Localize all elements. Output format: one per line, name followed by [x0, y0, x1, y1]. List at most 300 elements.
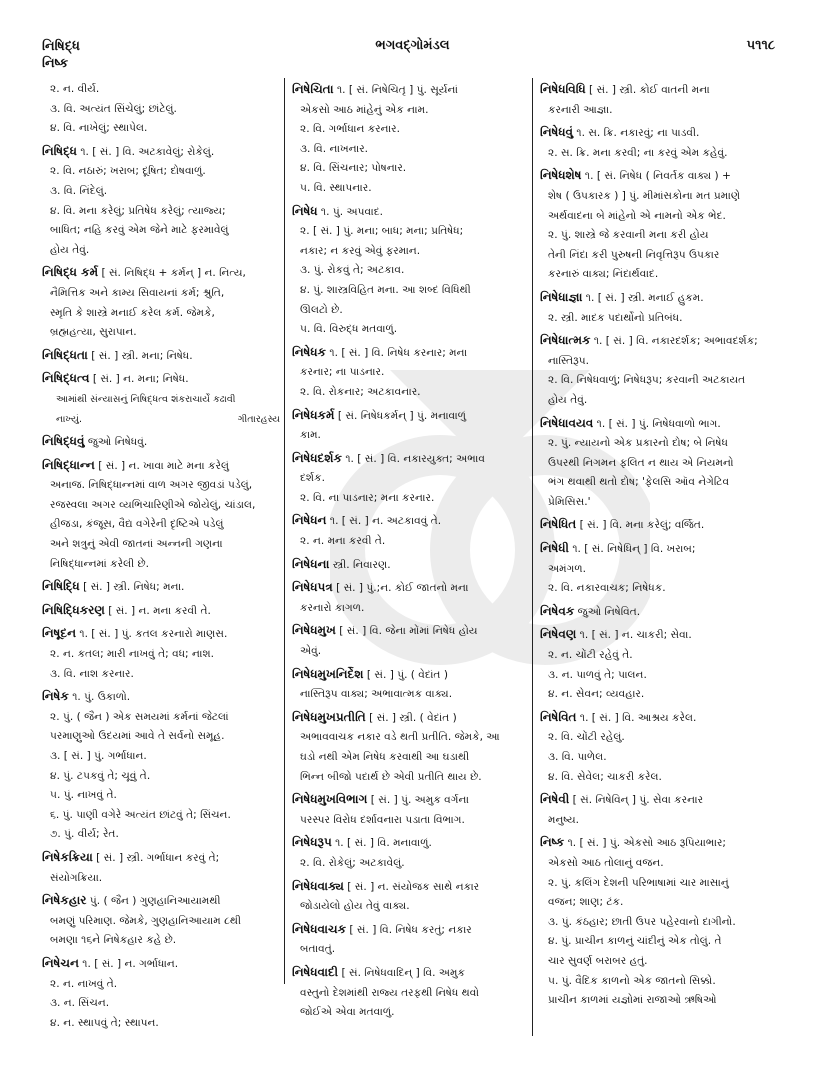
entry-headline: [292, 665, 528, 686]
definition-text: ૧. [ સં. ] વિ. નકારયુક્ત; અભાવ: [342, 452, 485, 465]
definition-text: પરસ્પર વિરોધ દર્શાવનારા પડાતા વિભાગ.: [300, 813, 465, 826]
definition-text: [ સં. ] સ્ત્રી. મના; નિષેધ.: [87, 349, 193, 362]
headword: નિષેધમુખ: [292, 623, 336, 638]
definition-text: [ સં. ] સ્ત્રી. કોઈ વાતની મના: [585, 84, 710, 96]
definition-text: ૬. પું. પાણી વગેરે અત્યંત છાંટવું તે; સિંચન.: [50, 808, 231, 821]
entry-headline: [292, 578, 528, 599]
citation-source: ગીતારહસ્ય: [237, 413, 280, 425]
dictionary-entry: [42, 263, 280, 342]
definition-text: ઉપરથી નિગમન ફલિત ન થાય એ નિયમનો: [548, 456, 734, 469]
dictionary-entry: [42, 848, 280, 888]
headword: નિષ્ક: [540, 835, 565, 850]
headword: નિષેધના: [292, 556, 330, 571]
dictionary-entry: [42, 346, 280, 367]
definition-line: [292, 320, 528, 340]
entry-headline: [540, 123, 780, 144]
definition-line: [292, 301, 528, 321]
definition-text: [ સં. ] પું.;ન. કોઈ જાતનો મના: [332, 582, 469, 595]
definition-line: [540, 913, 780, 933]
definition-text: નકાર; ન કરવું એવું ફરમાન.: [300, 244, 421, 257]
definition-line: [292, 599, 528, 619]
definition-text: ૨. વિ. નઠારું; ખરાબ; દૂષિત; દોષવાળું.: [50, 165, 206, 178]
definition-text: એવું.: [300, 645, 322, 658]
definition-text: ૨. પું. શાસ્ત્રે જે કરવાની મના કરી હોય: [548, 229, 709, 242]
definition-text: ઊલટો છે.: [300, 303, 343, 316]
definition-line: [540, 246, 780, 266]
definition-line: [292, 426, 528, 446]
definition-line: [292, 811, 528, 831]
definition-line: [292, 489, 528, 509]
entry-headline: [540, 166, 780, 187]
definition-text: ૪. વિ. સેવેલ; ચાકરી કરેલ.: [548, 770, 662, 783]
definition-line: [540, 811, 780, 831]
definition-text: ૧. [ સં. ] ન. અટકાવવું તે.: [326, 515, 442, 528]
headword: નિષેધવિધિ: [540, 82, 586, 96]
definition-line: [292, 854, 528, 874]
headword: નિષેધાત્મક: [540, 333, 591, 348]
definition-line: [42, 665, 280, 685]
definition-line: [540, 972, 780, 992]
definition-line: [540, 371, 780, 391]
entry-headline: [540, 833, 780, 854]
headword: નિષેધવાચક: [292, 921, 347, 936]
page-number: ૫૧૧૮: [746, 38, 775, 53]
definition-text: ભંગ થવાથી થતો દોષ; 'ફેલસિ ઑવ નેગેટિવ: [548, 476, 730, 489]
definition-text: ૨. વિ. ચોંટી રહેલું.: [548, 731, 625, 744]
definition-text: ૪. વિ. સિંચનાર; પોષનાર.: [300, 162, 407, 175]
definition-text: ૨. સ્ત્રી. માદક પદાર્થોનો પ્રતિબંધ.: [548, 311, 683, 324]
headword: નિષેધકર્મ: [292, 407, 335, 422]
entry-headline: [540, 602, 780, 623]
page-header: [0, 36, 825, 76]
dictionary-entry: [292, 621, 528, 661]
headword: નિષિદ્ધિ: [42, 579, 80, 594]
entry-headline: [540, 414, 780, 435]
definition-line: [42, 869, 280, 889]
definition-line: [540, 854, 780, 874]
entry-headline: [42, 142, 280, 163]
definition-text: [ સં. નિષેધવાદિન્ ] વિ. અમુક: [338, 966, 466, 979]
definition-line: [540, 646, 780, 666]
headword: નિષેધરૂપ: [292, 835, 332, 850]
definition-text: પ્રાચીન કાળમાં યજ્ઞોમાં રાજાઓ ઋષિઓ: [548, 994, 717, 1007]
definition-line: [540, 473, 780, 493]
dictionary-entry: [540, 166, 780, 285]
definition-line: [540, 352, 780, 372]
column-divider: [532, 78, 533, 1036]
definition-text: સ્ત્રી. નિવારણ.: [329, 558, 391, 571]
definition-text: ૩. [ સં. ] પું. ગર્ભાધાન.: [50, 750, 147, 762]
entry-headline: [292, 920, 528, 941]
definition-text: ૧. [ સં. ] પું. નિષેધવાળો ભાગ.: [593, 417, 721, 430]
definition-text: [ સં. નિષેવિન્ ] પું. સેવા કરનાર: [569, 794, 704, 807]
entry-headline: [292, 511, 528, 532]
definition-line: [42, 912, 280, 932]
definition-text: ૩. વિ. નાશ કરનાર.: [50, 667, 134, 680]
entry-headline: [42, 687, 280, 708]
dictionary-entry: [540, 625, 780, 704]
definition-line: [292, 120, 528, 140]
definition-line: [292, 469, 528, 489]
entry-headline: [42, 456, 280, 477]
definition-text: નાસ્તિરૂપ વાક્ય; અભાવાત્મક વાક્ય.: [300, 688, 453, 701]
headword: નિષેધમુખવિભાગ: [292, 792, 368, 807]
headword: નિષૂદન: [42, 626, 77, 641]
definition-text: ૫. પું. નાખવું તે.: [50, 789, 117, 802]
definition-line: [540, 434, 780, 454]
definition-text: નાસ્તિરૂપ.: [548, 354, 590, 367]
definition-text: કરનારો કાગળ.: [300, 601, 365, 614]
definition-line: [540, 493, 780, 513]
definition-text: ૨. ન. ચોંટી રહેવું તે.: [548, 649, 633, 662]
definition-line: [42, 645, 280, 665]
dictionary-entry: [540, 331, 780, 410]
headword: નિષેધવું: [540, 125, 574, 140]
definition-text: ૧. [ સં. ] ન. ચાકરી; સેવા.: [576, 629, 692, 642]
definition-line: [292, 940, 528, 960]
definition-line: [292, 179, 528, 199]
definition-text: ૨. વિ. ગર્ભાધાન કરનાર.: [300, 123, 400, 136]
dictionary-entry: [42, 369, 280, 429]
definition-text: અનાજ. નિષિદ્ધાન્નમાં વાળ અગર જીવડાં પડેલું,: [50, 479, 253, 492]
headword: નિષિદ્ધતા: [42, 347, 88, 362]
definition-line: [42, 767, 280, 787]
entry-headline: [292, 449, 528, 470]
definition-line: [292, 532, 528, 552]
headword: નિષેધક: [292, 344, 327, 359]
definition-line: [42, 241, 280, 261]
definition-text: ૩. ન. પાળવું તે; પાલન.: [548, 668, 647, 681]
definition-text: ૧. [ સં. નિષેધ ( નિવર્તક વાક્ય ) +: [581, 170, 731, 183]
headword: નિષેધી: [540, 541, 569, 556]
definition-text: ૩. વિ. અત્યંત સિંચેલું; છાંટેલું.: [50, 102, 177, 115]
definition-line: [292, 1003, 528, 1023]
dictionary-entry: [292, 202, 528, 340]
entry-headline: [42, 432, 280, 453]
entry-headline: [540, 288, 780, 309]
headword: નિષિદ્ધાન્ન: [42, 457, 95, 472]
definition-line: [292, 748, 528, 768]
definition-line: [42, 708, 280, 728]
definition-line: [42, 727, 280, 747]
definition-text: [ સં. ] પું. અમુક વર્ગના: [367, 794, 470, 807]
definition-line: [292, 728, 528, 748]
definition-text: પરમાણુઓ ઉદયમાં આવે તે સર્વનો સમૂહ.: [50, 730, 225, 743]
definition-line: [42, 221, 280, 241]
definition-text: ૭. પું. વીર્ય; રેત.: [50, 828, 119, 841]
citation-line: [42, 390, 280, 410]
headword: નિષિદ્ધિકરણ: [42, 602, 105, 617]
definition-line: [540, 560, 780, 580]
headword: નિષેધમુખપ્રતીતિ: [292, 709, 366, 724]
definition-text: [ સં. ] સ્ત્રી. ( વેદાંત ): [365, 711, 457, 724]
definition-text: ૧. [ સં. ] વિ. નિષેધ કરનાર; મના: [326, 346, 468, 359]
dictionary-entry: [292, 511, 528, 551]
definition-text: જોઈએ એવા મતવાળું.: [300, 1006, 395, 1019]
definition-line: [42, 825, 280, 845]
definition-text: ૨. ન. વીર્ય.: [50, 83, 100, 95]
entry-headline: [540, 708, 780, 729]
headword: નિષેધાવયવ: [540, 415, 594, 430]
guide-word-first: નિષિદ્ધ: [42, 39, 80, 54]
definition-line: [292, 363, 528, 383]
entry-headline: [42, 577, 280, 598]
definition-line: [292, 140, 528, 160]
entry-headline: [292, 877, 528, 898]
definition-text: [ સં. ] સ્ત્રી. નિષેધ; મના.: [79, 581, 185, 594]
definition-line: [292, 222, 528, 242]
definition-text: ૨. વિ. ના પાડનાર; મના કરનાર.: [300, 491, 435, 504]
dictionary-entry: [42, 891, 280, 951]
definition-line: [292, 383, 528, 403]
definition-text: ૧. પું. અપવાદ.: [317, 205, 384, 218]
definition-text: [ સં. ] ન. મના; નિષેધ.: [89, 373, 189, 386]
dictionary-entry: [42, 432, 280, 453]
headword: નિષેચન: [42, 955, 79, 970]
definition-text: ૩. વિ. નાખનાર.: [300, 142, 369, 155]
definition-line: [42, 786, 280, 806]
definition-line: [292, 897, 528, 917]
dictionary-entry: [292, 578, 528, 618]
dictionary-entry: [540, 602, 780, 623]
definition-line: [42, 555, 280, 575]
entry-headline: [42, 624, 280, 645]
definition-text: [ સં. નિષેધકર્મન્ ] પું. મનાવાળું: [334, 409, 467, 422]
entry-headline: [292, 555, 528, 576]
dictionary-entry: [540, 539, 780, 599]
definition-text: [ સં. ] ન. સંયોજક સાથે નકાર: [343, 880, 480, 893]
definition-text: ૩. પું. રોકવું તે; અટકાવ.: [300, 264, 405, 277]
definition-text: બતાવતું.: [300, 943, 336, 956]
definition-text: ૨. પું. ન્યાયનો એક પ્રકારનો દોષ; બે નિષેધ: [548, 437, 728, 450]
definition-text: ૨. [ સં. ] પું. મના; બાધ; મના; પ્રતિષેધ;: [300, 225, 464, 238]
definition-text: ૫. વિ. વિરુદ્ધ મતવાળું.: [300, 323, 398, 336]
definition-line: [292, 768, 528, 788]
definition-text: બમણા ૧૬ને નિષેકહાર કહે છે.: [50, 934, 177, 947]
definition-text: ૧. પું. ઉકાળો.: [68, 691, 131, 704]
entry-headline: [292, 708, 528, 729]
definition-line: [540, 226, 780, 246]
dictionary-entry: [292, 406, 528, 446]
definition-line: [42, 80, 280, 100]
entry-headline: [292, 406, 528, 427]
entry-headline: [540, 790, 780, 811]
definition-text: ૨. ન. કતલ; મારી નાખવું તે; વધ; નાશ.: [50, 648, 215, 661]
definition-line: [42, 747, 280, 767]
entry-headline: [42, 891, 280, 912]
definition-line: [540, 309, 780, 329]
headword: નિષેધપત્ર: [292, 580, 333, 595]
definition-line: [42, 100, 280, 120]
definition-text: ૩. વિ. નિંદેલું.: [50, 184, 108, 197]
definition-text: [ સં. ] વિ. નિષેધ કરતું; નકાર: [346, 923, 472, 936]
column-3: [540, 80, 780, 1014]
entry-headline: [292, 833, 528, 854]
definition-line: [42, 304, 280, 324]
definition-text: બ્રહ્મહત્યા, સુરાપાન.: [50, 326, 137, 339]
definition-text: ૨. પું. ( જૈન ) એક સમયમાં કર્મનાં જેટલાં: [50, 710, 229, 723]
headword: નિષિદ્ધત્વ: [42, 371, 90, 386]
dictionary-entry: [540, 833, 780, 1010]
definition-line: [42, 202, 280, 222]
headword: નિષેધન: [292, 513, 327, 528]
definition-text: ભિન્ન બીજો પદાર્થ છે એવી પ્રતીતિ થાય છે.: [300, 770, 482, 783]
dictionary-entry: [540, 790, 780, 830]
dictionary-entry: [42, 456, 280, 575]
definition-line: [42, 284, 280, 304]
definition-text: ૪. ન. સ્થાપવું તે; સ્થાપન.: [50, 1016, 159, 1029]
definition-text: હોય તેવું.: [50, 243, 90, 256]
definition-text: ૧. [ સં. ] સ્ત્રી. મનાઈ હુકમ.: [582, 291, 704, 304]
definition-text: એકસો આઠ માંહેનું એક નામ.: [300, 103, 429, 116]
headword: નિષેધશેષ: [540, 168, 582, 183]
definition-text: ૨. સ. ક્રિ. મના કરવી; ના કરવું એમ કહેવું.: [548, 146, 728, 159]
dictionary-entry: [292, 555, 528, 576]
entry-headline: [540, 515, 780, 536]
definition-text: સ્મૃતિ કે શાસ્ત્રે મનાઈ કરેલ કર્મ. જેમકે,: [50, 306, 215, 319]
headword: નિષેધ: [292, 203, 318, 218]
definition-text: ૪. પું. ટપકવું તે; ચૂવું તે.: [50, 769, 151, 782]
headword: નિષેવી: [540, 792, 570, 807]
definition-line: [292, 242, 528, 262]
definition-line: [540, 144, 780, 164]
definition-text: દર્શક.: [300, 472, 325, 485]
dictionary-entry: [292, 920, 528, 960]
definition-line: [292, 261, 528, 281]
dictionary-entry: [292, 708, 528, 787]
headword: નિષેધવાદી: [292, 964, 339, 979]
definition-line: [540, 952, 780, 972]
definition-line: [540, 874, 780, 894]
entry-headline: [540, 331, 780, 352]
definition-line: [42, 535, 280, 555]
dictionary-entry: [292, 963, 528, 1023]
entry-headline: [292, 621, 528, 642]
dictionary-entry: [292, 449, 528, 509]
entry-headline: [540, 80, 780, 101]
definition-text: કામ.: [300, 429, 321, 442]
definition-line: [540, 768, 780, 788]
definition-line: [540, 728, 780, 748]
definition-text: ૨. વિ. નકારવાચક; નિષેધક.: [548, 582, 666, 595]
definition-text: ૨. વિ. રોકનાર; અટકાવનાર.: [300, 385, 421, 398]
definition-text: જુઓ નિષેધવું.: [84, 436, 148, 449]
headword: નિષેધદર્શક: [292, 450, 342, 465]
definition-text: સંયોગક્રિયા.: [50, 871, 103, 884]
headword: નિષેકક્રિયા: [42, 849, 93, 864]
definition-text: શેષ ( ઉપકારક ) ] પું. મીમાંસકોના મત પ્રમાણે: [548, 189, 741, 202]
headword: નિષેવણ: [540, 627, 577, 642]
definition-text: વજન; શાણ; ટંક.: [548, 896, 624, 909]
headword: નિષેધમુખનિર્દેશ: [292, 666, 364, 681]
definition-line: [540, 666, 780, 686]
dictionary-entry: [292, 877, 528, 917]
entry-headline: [42, 954, 280, 975]
definition-text: [ સં. નિષિદ્ધ + કર્મન્ ] ન. નિત્ય,: [98, 267, 246, 280]
dictionary-entry: [540, 515, 780, 536]
dictionary-entry: [540, 123, 780, 163]
dictionary-entry: [42, 624, 280, 684]
dictionary-entry: [540, 414, 780, 513]
definition-line: [42, 515, 280, 535]
definition-line: [540, 579, 780, 599]
definition-text: ૫. વિ. સ્થાપનાર.: [300, 181, 372, 194]
definition-text: ૪. પું. પ્રાચીન કાળનું ચાંદીનું એક તોલું. તે: [548, 935, 722, 948]
citation-line: [42, 410, 280, 430]
entry-headline: [292, 202, 528, 223]
definition-line: [540, 187, 780, 207]
definition-text: ૪. પું. શાસ્ત્રવિહિત મના. આ શબ્દ વિધિથી: [300, 283, 471, 296]
definition-line: [42, 476, 280, 496]
definition-text: કરનારી આજ્ઞા.: [548, 103, 613, 116]
definition-text: વસ્તુનો દેશમાંથી રાજ્ય તરફથી નિષેધ થવો: [300, 986, 480, 999]
definition-text: ૫. પું. વૈદિક કાળનો એક જાતનો સિક્કો.: [548, 974, 716, 987]
headword: નિષેધિત: [540, 517, 577, 532]
column-2: [292, 80, 528, 1026]
headword: નિષેવિત: [540, 709, 577, 724]
definition-text: અભાવવાચક નકાર વડે થતી પ્રતીતિ. જેમકે, આ: [300, 731, 500, 744]
entry-headline: [292, 963, 528, 984]
headword: નિષેચિતા: [292, 82, 334, 96]
definition-text: ૨. પું. કલિંગ દેશની પરિભાષામાં ચાર માસાનું: [548, 876, 729, 889]
definition-line: [540, 893, 780, 913]
definition-line: [540, 101, 780, 121]
definition-line: [540, 748, 780, 768]
entry-headline: [292, 343, 528, 364]
definition-text: કરનારું વાક્ય; નિંદાર્થવાદ.: [548, 268, 659, 281]
definition-line: [42, 975, 280, 995]
definition-text: ૩. વિ. પાળેલ.: [548, 751, 607, 763]
definition-text: ૪. ન. સેવન; વ્યવહાર.: [548, 688, 645, 701]
definition-text: [ સં. ] પું. ( વેદાંત ): [363, 668, 448, 681]
definition-text: ૨. વિ. નિષેધવાળું; નિષેધરૂપ; કરવાની અટકાયત: [548, 374, 746, 387]
definition-line: [292, 159, 528, 179]
dictionary-entry: [540, 80, 780, 120]
definition-text: નિષિદ્ધાન્નમાં કરેલી છે.: [50, 557, 150, 570]
definition-text: ૪. વિ. નાખેલું; સ્થાપેલ.: [50, 122, 148, 135]
definition-line: [42, 182, 280, 202]
definition-text: ૧. [ સં. ] પું. એકસો આઠ રૂપિયાભાર;: [564, 837, 726, 850]
definition-text: અર્થવાદના બે માંહેનો એ નામનો એક ભેદ.: [548, 209, 726, 222]
definition-text: ૩. ન. સિંચન.: [50, 997, 110, 1010]
headword: નિષેવક: [540, 603, 575, 618]
entry-headline: [42, 263, 280, 284]
definition-text: ૧. સ. ક્રિ. નકારવું; ના પાડવી.: [573, 127, 700, 140]
definition-text: ૧. [ સં. નિષેચિતૃ ] પું. સૂર્યનાં: [333, 84, 459, 96]
definition-line: [42, 162, 280, 182]
definition-text: હોય તેવું.: [548, 393, 588, 406]
definition-line: [42, 119, 280, 139]
definition-text: નાખ્યું.: [56, 413, 82, 425]
definition-line: [540, 991, 780, 1011]
dictionary-entry: [42, 687, 280, 845]
column-divider: [284, 78, 285, 984]
dictionary-entry: [540, 288, 780, 328]
dictionary-entry: [42, 577, 280, 598]
definition-text: જુઓ નિષેવિત.: [574, 605, 641, 618]
headword: નિષેકહાર: [42, 893, 87, 908]
definition-text: [ સં. ] ન. મના કરવી તે.: [104, 604, 211, 617]
dictionary-entry: [292, 80, 528, 199]
definition-text: રજસ્વલા અગર વ્યભિચારિણીએ જોયેલું, ચાંડાલ,: [50, 498, 256, 511]
headword: નિષેક: [42, 689, 69, 704]
headword: નિષિદ્ધ: [42, 143, 77, 158]
definition-text: પું. ( જૈન ) ગુણહાનિઆયામથી: [86, 895, 221, 908]
dictionary-entry: [540, 708, 780, 787]
definition-text: ૧. [ સં. નિષેધિન્ ] વિ. ખરાબ;: [569, 543, 696, 556]
definition-text: ચાર સુવર્ણ બરાબર હતું.: [548, 954, 648, 967]
definition-text: બમણું પરિમાણ. જેમકે, ગુણહાનિઆયામ ૮થી: [50, 914, 242, 927]
